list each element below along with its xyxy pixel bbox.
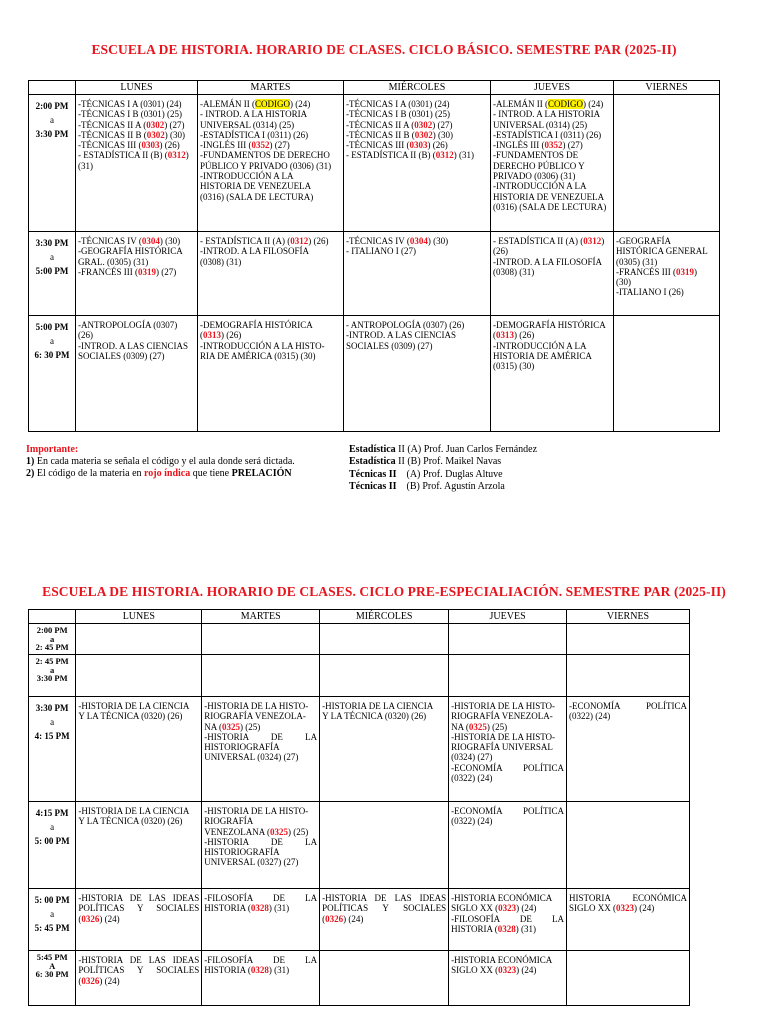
note-2	[26, 468, 346, 480]
class-cell	[449, 889, 567, 951]
course-code-prelacion: 0302	[146, 119, 165, 130]
class-entry	[200, 99, 341, 202]
class-cell	[344, 232, 491, 316]
class-cell	[344, 95, 491, 232]
class-text: -ECONOMÍA POLÍTICA (0322) (24)	[451, 762, 565, 784]
class-entry	[451, 806, 564, 827]
class-text: ) (30) -TÉCNICAS III (	[346, 129, 453, 151]
time-slot-row	[29, 232, 720, 316]
class-cell	[491, 316, 614, 432]
time-text: 2:00 PM	[35, 101, 69, 111]
day-header-viernes: VIERNES	[614, 81, 720, 95]
course-code-prelacion: 0312	[435, 150, 454, 161]
time-text: 3:30 PM	[36, 673, 68, 684]
course-code-prelacion: 0325	[270, 826, 289, 837]
class-text: ) (30) - ITALIANO I (27)	[346, 236, 449, 257]
time-text: 6: 30 PM	[34, 350, 70, 360]
course-code-prelacion: 0326	[81, 975, 100, 986]
class-text: ) (26) - ESTADÍSTICA II (B) (	[78, 140, 180, 161]
time-header	[29, 610, 76, 624]
note-2-number: 2)	[26, 468, 35, 479]
time-text: 2: 45 PM	[35, 642, 69, 653]
class-text: -DEMOGRAFÍA HISTÓRICA (	[200, 320, 313, 341]
class-text: ) (27) -TÉCNICAS II B (	[78, 119, 185, 140]
class-text: -ECONOMÍA POLÍTICA (0322) (24)	[451, 806, 565, 827]
time-text: 4:15 PM	[35, 808, 69, 818]
course-code-prelacion: 0326	[81, 913, 100, 924]
day-header-miercoles: MIÉRCOLES	[320, 610, 449, 624]
class-entry	[451, 763, 564, 784]
class-text: ) (27)	[156, 266, 177, 277]
class-text: -ECONOMÍA POLÍTICA (0322) (24)	[569, 701, 687, 722]
class-text: ) (24)	[99, 975, 120, 986]
time-text: 5:00 PM	[35, 322, 69, 332]
day-header-lunes: LUNES	[76, 610, 202, 624]
schedule-title-pre-especializacion: ESCUELA DE HISTORIA. HORARIO DE CLASES. CICLO PRE-ESPECIALIACIÓN. SEMESTRE PAR (2025-II)	[42, 584, 726, 599]
class-entry	[78, 701, 199, 722]
day-header-viernes: VIERNES	[567, 610, 690, 624]
class-cell	[320, 889, 449, 951]
time-text: a	[50, 717, 55, 727]
day-header-miercoles: MIÉRCOLES	[344, 81, 491, 95]
class-cell	[344, 316, 491, 432]
class-text: - ANTROPOLOGÍA (0307) (26) -INTROD. A LAS CIENCIAS SOCIALES (0309) (27)	[346, 320, 465, 351]
time-slot-label	[29, 95, 76, 232]
class-cell	[76, 951, 202, 1006]
class-cell	[320, 802, 449, 889]
class-cell	[198, 316, 344, 432]
class-text: HISTORIA ECONÓMICA SIGLO XX (	[569, 893, 687, 914]
class-cell	[76, 802, 202, 889]
professor-subject: Técnicas II	[349, 468, 397, 480]
class-cell	[202, 802, 320, 889]
note-2-text-a: El código de la materia en	[34, 468, 145, 479]
class-text: ) (30) -ITALIANO I (26)	[616, 266, 697, 298]
time-slot-label	[29, 624, 76, 655]
time-slot-row	[29, 655, 690, 697]
class-text: ) (27) -FUNDAMENTOS DE DERECHO PÚBLICO Y PRIVADO (0306) (31) -INTRODUCCIÓN A LA HISTORIA DE VENEZUELA (0316) (SALA DE LECTURA)	[200, 140, 332, 202]
class-text: ) (24) - INTROD. A LA HISTORIA UNIVERSAL (0314) (25) -ESTADÍSTICA I (0311) (26) -INGLÉS III (	[200, 99, 311, 151]
class-cell	[567, 624, 690, 655]
schedule-table-basico	[28, 80, 720, 432]
class-text: -GEOGRAFÍA HISTÓRICA GENERAL (0305) (31) -FRANCÉS III (	[616, 236, 708, 277]
course-code-prelacion: 0326	[325, 913, 344, 924]
time-slot-row	[29, 951, 690, 1006]
class-entry	[78, 955, 199, 986]
course-code-prelacion: 0328	[497, 923, 516, 934]
course-code-prelacion: 0352	[544, 140, 563, 151]
class-cell	[320, 624, 449, 655]
course-code-prelacion: 0328	[250, 903, 269, 914]
notes-label: Importante:	[26, 444, 79, 455]
class-text: ) (30) -TÉCNICAS III (	[78, 129, 185, 151]
class-cell	[449, 802, 567, 889]
class-text: -FILOSOFÍA DE LA HISTORIA (	[451, 913, 565, 934]
time-text: 5: 00 PM	[34, 895, 70, 905]
class-text: -HISTORIA DE LA CIENCIA Y LA TÉCNICA (0320) (26)	[78, 701, 190, 722]
class-entry	[78, 236, 195, 277]
class-text: -HISTORIA DE LA CIENCIA Y LA TÉCNICA (0320) (26)	[78, 806, 190, 827]
professor-name: II (A) Prof. Juan Carlos Fernández	[395, 444, 538, 455]
time-slot-label	[29, 802, 76, 889]
class-entry	[204, 806, 317, 837]
class-cell	[449, 624, 567, 655]
class-cell	[76, 95, 198, 232]
course-code-prelacion: 0302	[414, 119, 433, 130]
time-slot-row	[29, 95, 720, 232]
time-text: A	[49, 960, 56, 971]
class-entry	[493, 236, 611, 277]
course-code-prelacion: 0303	[409, 140, 428, 151]
class-text: - ESTADÍSTICA II (A) (	[200, 236, 291, 246]
day-header-lunes: LUNES	[76, 81, 198, 95]
class-text: ) (31)	[515, 923, 536, 934]
professor-subject: Técnicas II	[349, 480, 397, 492]
day-header-martes: MARTES	[198, 81, 344, 95]
class-text: ) (24)	[343, 913, 364, 924]
class-text: -HISTORIA DE LAS IDEAS POLÍTICAS Y SOCIALES (	[322, 893, 447, 924]
class-entry	[451, 914, 564, 935]
class-cell	[320, 697, 449, 802]
class-text: ) (25)	[240, 721, 261, 732]
class-text: -ALEMÁN II (	[493, 99, 548, 109]
professor-line	[349, 444, 649, 456]
class-text: ) (31)	[268, 965, 290, 976]
class-entry	[493, 99, 611, 212]
course-code-prelacion: 0328	[250, 965, 269, 976]
class-text: -HISTORIA DE LA HISTO- RIOGRAFÍA VENEZOLA- NA (	[451, 701, 556, 732]
course-code-prelacion: 0325	[222, 721, 241, 732]
class-entry	[451, 701, 564, 763]
class-text: -HISTORIA DE LA HISTORIOGRAFÍA UNIVERSAL (0327) (27)	[204, 836, 318, 868]
course-code-prelacion: 0319	[138, 266, 156, 277]
class-cell	[202, 951, 320, 1006]
time-text: a	[50, 822, 55, 832]
class-cell	[76, 316, 198, 432]
class-text: ) (24)	[516, 965, 537, 976]
schedule-table-pre-especializacion	[28, 609, 690, 1006]
note-2-prelacion: PRELACIÓN	[231, 468, 292, 479]
class-entry	[78, 893, 199, 924]
class-text: -HISTORIA DE LA HISTO- RIOGRAFÍA VENEZOLANA (	[204, 806, 309, 837]
class-entry	[569, 701, 687, 722]
time-slot-label	[29, 316, 76, 432]
time-text: 3:30 PM	[35, 703, 69, 713]
class-text: ) (25)	[288, 826, 309, 837]
course-code-prelacion: 0312	[583, 236, 602, 246]
class-text: ) (24)	[634, 903, 655, 914]
time-slot-row	[29, 697, 690, 802]
class-cell	[491, 232, 614, 316]
class-entry	[78, 806, 199, 827]
class-text: -TÉCNICAS I A (0301) (24) -TÉCNICAS I B (0301) (25) -TÉCNICAS II A (	[346, 99, 450, 130]
class-entry	[204, 701, 317, 732]
time-text: a	[50, 115, 54, 125]
class-entry	[322, 893, 446, 924]
professor-name: II (B) Prof. Maikel Navas	[395, 456, 502, 468]
class-entry	[204, 837, 317, 868]
time-slot-row	[29, 624, 690, 655]
time-slot-label	[29, 951, 76, 1006]
schedule-title-basico: ESCUELA DE HISTORIA. HORARIO DE CLASES. CICLO BÁSICO. SEMESTRE PAR (2025-II)	[91, 42, 677, 57]
professor-line	[349, 469, 649, 481]
class-text: ) (25) -HISTORIA DE LA HISTO- RIOGRAFÍA UNIVERSAL (0324) (27)	[451, 721, 556, 763]
class-cell	[491, 95, 614, 232]
class-cell	[320, 951, 449, 1006]
class-cell	[76, 232, 198, 316]
class-entry	[200, 320, 341, 361]
note-1-text: En cada materia se señala el código y el aula donde será dictada.	[34, 456, 295, 467]
class-text: ) (27) -FUNDAMENTOS DE DERECHO PÚBLICO Y PRIVADO (0306) (31) -INTRODUCCIÓN A LA HISTORIA DE VENEZUELA (0316) (SALA DE LECTURA)	[493, 140, 607, 212]
course-code-prelacion: 0323	[498, 903, 517, 914]
professor-line	[349, 456, 649, 468]
class-text: -DEMOGRAFÍA HISTÓRICA (	[493, 320, 606, 341]
time-text: a	[50, 633, 55, 644]
course-code-prelacion: 0312	[167, 150, 186, 161]
class-text: ) (26) -INTRODUCCIÓN A LA HISTORIA DE AMÉRICA (0315) (30)	[493, 330, 592, 372]
time-text: 2:00 PM	[36, 625, 68, 635]
class-cell	[449, 655, 567, 697]
table-header-row	[29, 610, 690, 624]
course-code-prelacion: 0325	[468, 721, 487, 732]
course-code-prelacion: 0313	[203, 330, 221, 341]
class-cell	[567, 951, 690, 1006]
class-entry	[346, 236, 488, 257]
note-1-number: 1)	[26, 456, 35, 467]
time-text: 2: 45 PM	[35, 656, 69, 666]
class-text: ) (26) -INTROD. A LA FILOSOFÍA (0308) (31)	[200, 236, 329, 267]
class-entry	[346, 99, 488, 161]
time-slot-row	[29, 802, 690, 889]
professor-subject: Estadística	[349, 456, 396, 468]
course-code-prelacion: 0352	[251, 140, 270, 151]
day-header-jueves: JUEVES	[449, 610, 567, 624]
time-slot-label	[29, 697, 76, 802]
professor-name: (B) Prof. Agustín Arzola	[396, 480, 505, 492]
time-text: a	[50, 664, 55, 675]
class-text: -FILOSOFÍA DE LA HISTORIA (	[204, 893, 318, 914]
class-entry	[78, 99, 195, 171]
professor-name: (A) Prof. Duglas Altuve	[396, 468, 503, 480]
class-entry	[569, 893, 687, 914]
class-text: -HISTORIA DE LA CIENCIA Y LA TÉCNICA (0320) (26)	[322, 701, 434, 722]
class-entry	[78, 320, 195, 361]
class-cell	[202, 697, 320, 802]
class-cell	[202, 655, 320, 697]
class-cell	[449, 697, 567, 802]
time-text: 5: 00 PM	[34, 836, 70, 846]
course-code-prelacion: 0323	[498, 965, 517, 976]
class-cell	[76, 624, 202, 655]
professors-list	[349, 444, 649, 493]
table-header-row	[29, 81, 720, 95]
course-code-prelacion: 0304	[409, 236, 428, 246]
course-code-highlight: CODIGO	[547, 99, 583, 109]
class-entry	[322, 701, 446, 722]
time-text: 6: 30 PM	[35, 969, 69, 980]
time-slot-label	[29, 889, 76, 951]
class-text: -ALEMÁN II (	[200, 99, 255, 109]
time-slot-row	[29, 316, 720, 432]
class-cell	[567, 697, 690, 802]
course-code-prelacion: 0313	[496, 330, 514, 341]
class-cell	[614, 232, 720, 316]
course-code-prelacion: 0304	[141, 236, 160, 246]
class-text: -ANTROPOLOGÍA (0307) (26) -INTROD. A LAS CIENCIAS SOCIALES (0309) (27)	[78, 320, 189, 361]
class-text: - ESTADÍSTICA II (A) (	[493, 236, 584, 246]
class-cell	[567, 889, 690, 951]
class-text: ) (30) -GEOGRAFÍA HISTÓRICA GRAL. (0305) (31) -FRANCÉS III (	[78, 236, 183, 277]
course-code-prelacion: 0323	[616, 903, 635, 914]
class-cell	[567, 655, 690, 697]
class-cell	[320, 655, 449, 697]
time-slot-label	[29, 232, 76, 316]
class-entry	[346, 320, 488, 351]
class-cell	[614, 316, 720, 432]
class-text: -HISTORIA ECONÓMICA SIGLO XX (	[451, 955, 552, 976]
class-entry	[200, 236, 341, 267]
class-text: -HISTORIA DE LAS IDEAS POLÍTICAS Y SOCIALES (	[78, 893, 200, 924]
class-cell	[76, 889, 202, 951]
course-code-highlight: CODIGO	[254, 99, 290, 109]
class-cell	[567, 802, 690, 889]
time-text: 4: 15 PM	[34, 731, 70, 741]
class-text: ) (31)	[453, 150, 475, 161]
class-text: ) (31)	[268, 903, 290, 914]
class-text: ) (26) -INTRODUCCIÓN A LA HISTO- RIA DE AMÉRICA (0315) (30)	[200, 330, 325, 361]
time-text: 3:30 PM	[35, 129, 69, 139]
class-entry	[204, 955, 317, 976]
class-text: -HISTORIA DE LA HISTORIOGRAFÍA UNIVERSAL (0324) (27)	[204, 731, 318, 763]
class-text: ) (26) -INTROD. A LA FILOSOFÍA (0308) (31)	[493, 236, 605, 277]
class-text: -HISTORIA DE LAS IDEAS POLÍTICAS Y SOCIALES (	[78, 955, 200, 986]
time-text: a	[50, 252, 54, 262]
course-code-prelacion: 0303	[141, 140, 160, 151]
class-cell	[202, 624, 320, 655]
class-cell	[198, 232, 344, 316]
time-text: 5:45 PM	[36, 952, 68, 962]
time-text: 5:00 PM	[35, 266, 69, 276]
class-cell	[76, 697, 202, 802]
important-notes	[26, 444, 346, 480]
class-text: ) (26) - ESTADÍSTICA II (B) (	[346, 140, 448, 161]
course-code-prelacion: 0312	[290, 236, 309, 246]
class-text: ) (27) -TÉCNICAS II B (	[346, 119, 453, 140]
class-entry	[451, 955, 564, 976]
note-2-text-b: que tiene	[190, 468, 232, 479]
note-2-red-text: rojo índica	[144, 468, 191, 479]
class-text: -HISTORIA DE LA HISTO- RIOGRAFÍA VENEZOLA- NA (	[204, 701, 309, 732]
professor-subject: Estadística	[349, 444, 396, 455]
class-text: ) (24)	[99, 913, 120, 924]
class-entry	[451, 893, 564, 914]
time-text: 5: 45 PM	[34, 923, 70, 933]
time-text: 3:30 PM	[35, 238, 69, 248]
time-text: a	[50, 336, 54, 346]
professor-line	[349, 481, 649, 493]
time-header	[29, 81, 76, 95]
class-cell	[449, 951, 567, 1006]
class-text: -TÉCNICAS I A (0301) (24) -TÉCNICAS I B (0301) (25) -TÉCNICAS II A (	[78, 99, 182, 130]
class-cell	[614, 95, 720, 232]
class-cell	[76, 655, 202, 697]
course-code-prelacion: 0319	[676, 266, 694, 277]
class-text: ) (31)	[78, 150, 189, 171]
class-entry	[616, 236, 717, 298]
class-text: -HISTORIA ECONÓMICA SIGLO XX (	[451, 893, 552, 914]
class-entry	[493, 320, 611, 371]
class-entry	[204, 893, 317, 914]
class-cell	[202, 889, 320, 951]
class-text: -FILOSOFÍA DE LA HISTORIA (	[204, 955, 318, 976]
time-text: a	[50, 909, 55, 919]
class-cell	[198, 95, 344, 232]
time-slot-row	[29, 889, 690, 951]
class-entry	[204, 732, 317, 763]
class-text: ) (24) - INTROD. A LA HISTORIA UNIVERSAL (0314) (25) -ESTADÍSTICA I (0311) (26) -INGLÉS III (	[493, 99, 604, 151]
class-text: -TÉCNICAS IV (	[78, 236, 142, 246]
class-text: ) (24)	[516, 903, 537, 914]
day-header-martes: MARTES	[202, 610, 320, 624]
course-code-prelacion: 0302	[414, 129, 433, 140]
class-text: -TÉCNICAS IV (	[346, 236, 410, 246]
day-header-jueves: JUEVES	[491, 81, 614, 95]
course-code-prelacion: 0302	[146, 129, 165, 140]
note-1	[26, 456, 346, 468]
time-slot-label	[29, 655, 76, 697]
